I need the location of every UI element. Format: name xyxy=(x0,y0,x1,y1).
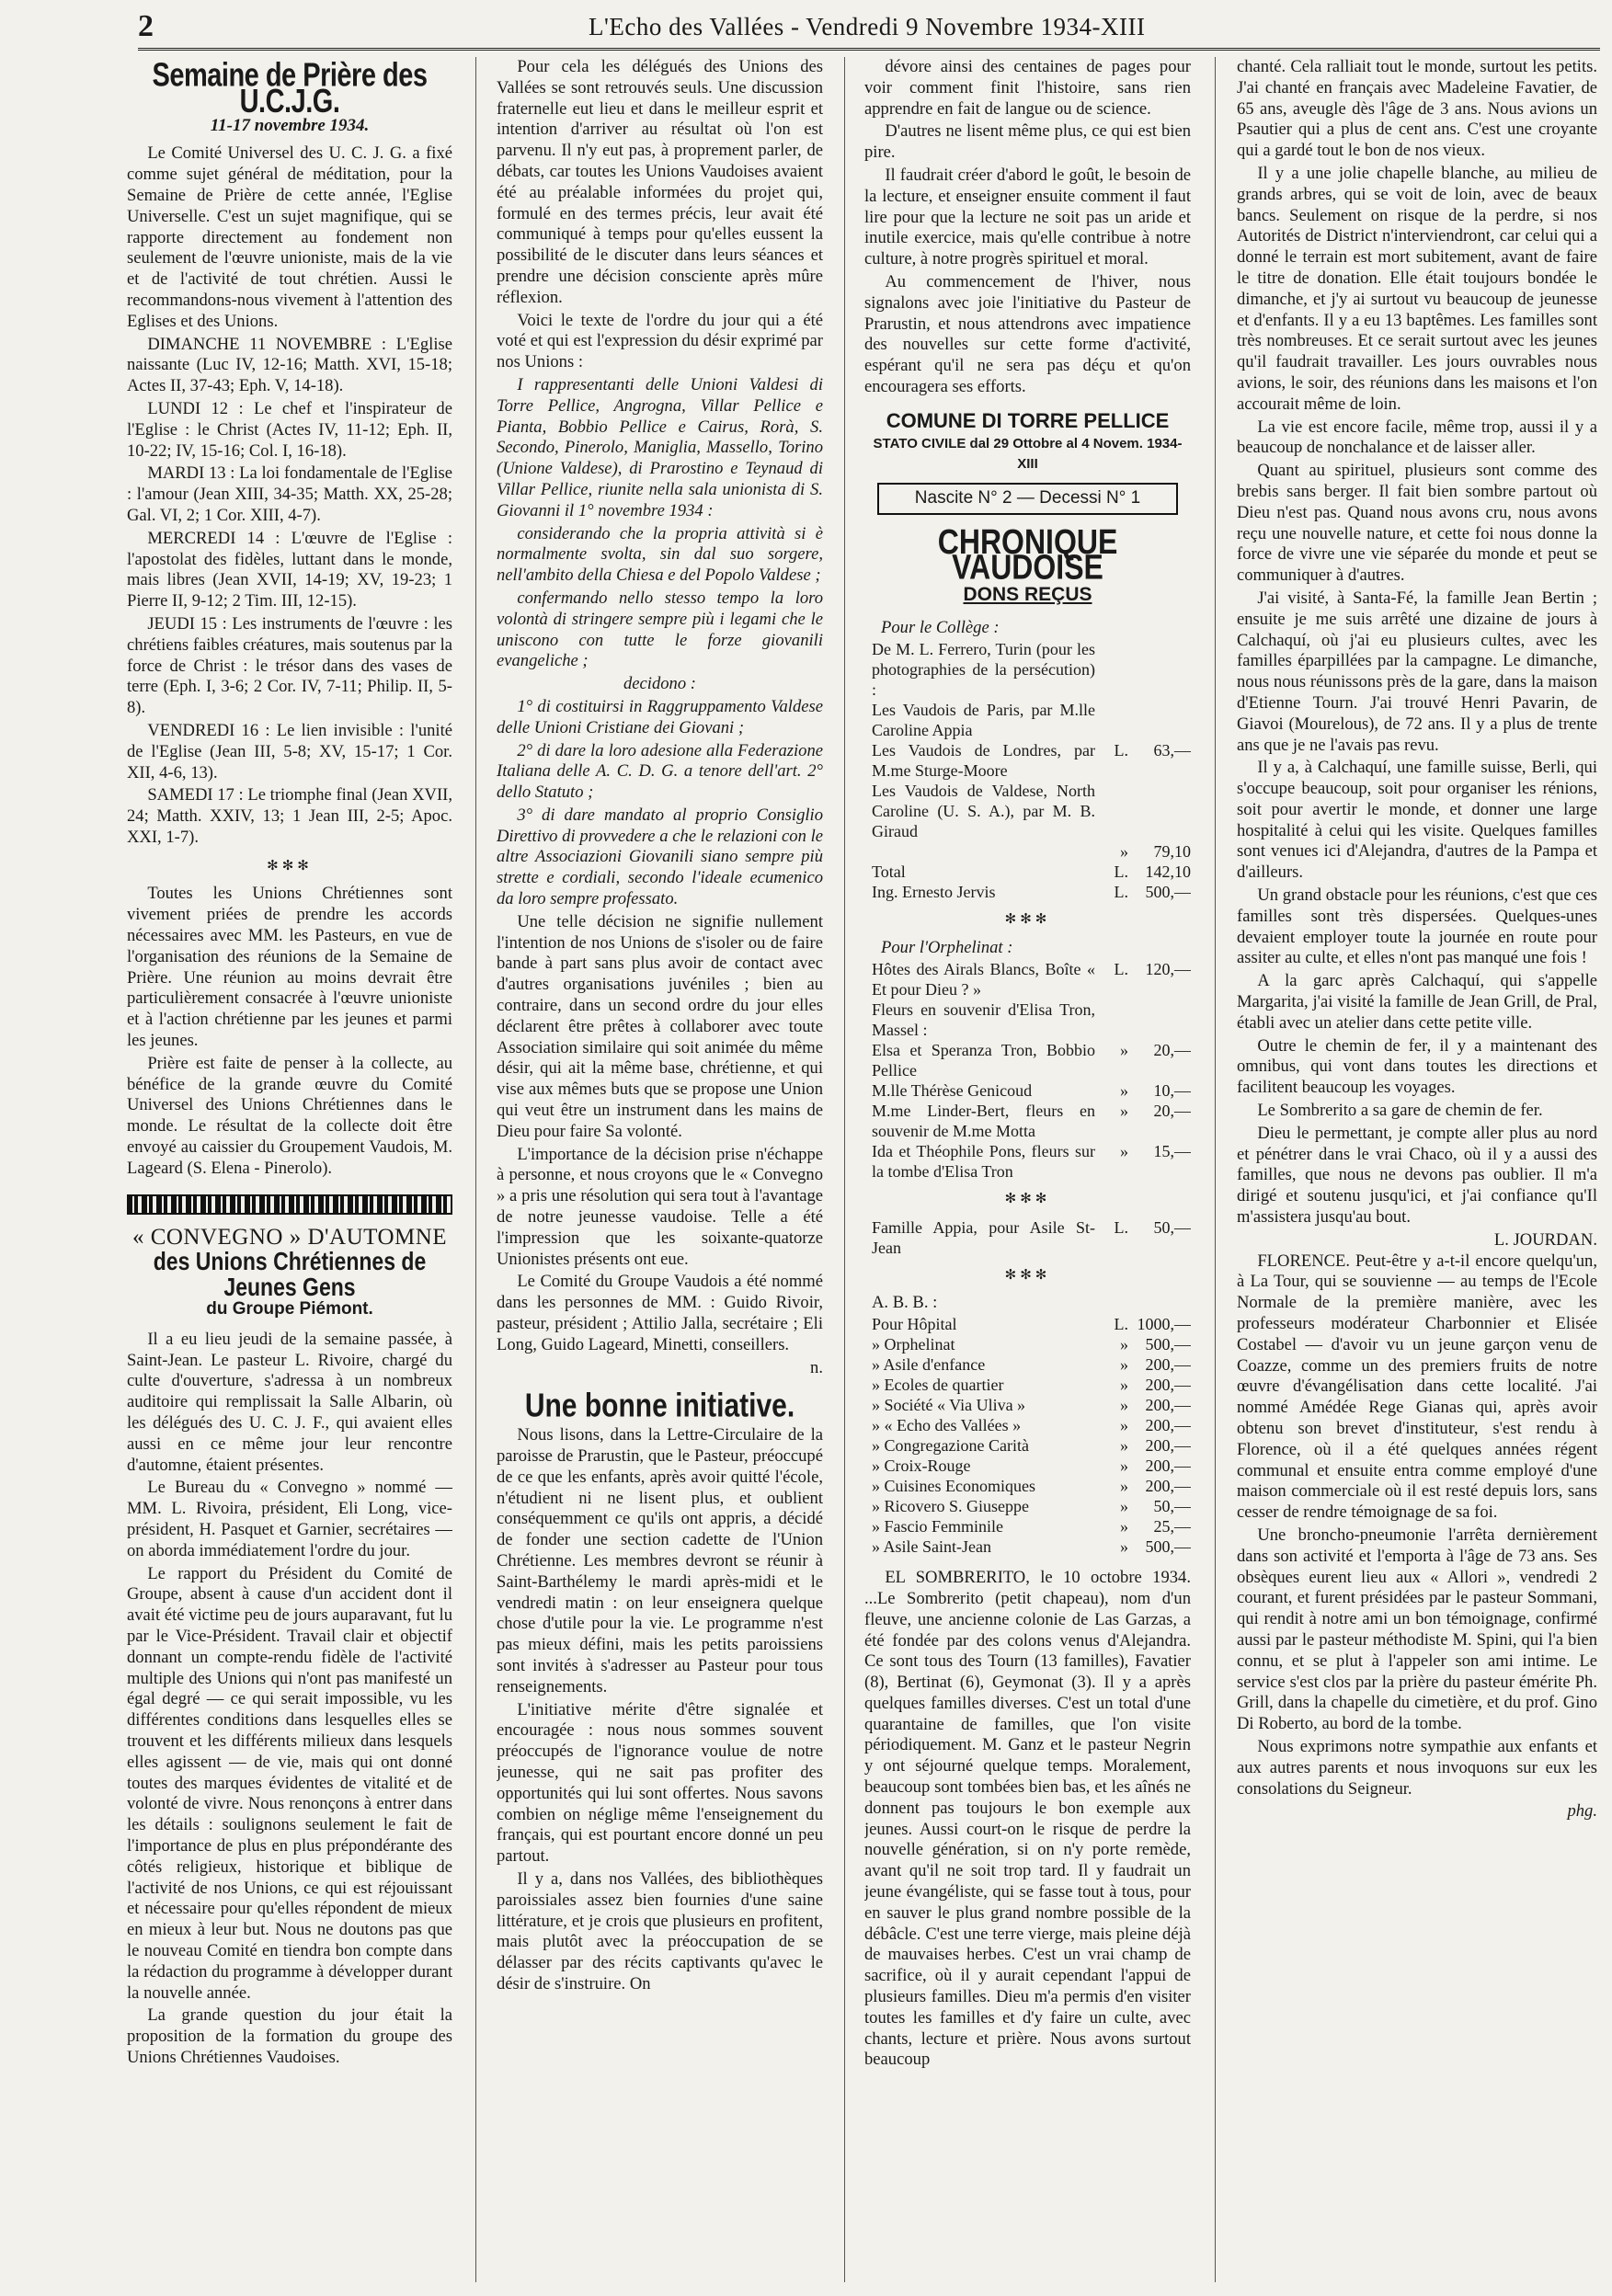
donation-row xyxy=(864,1496,1191,1516)
currency: » xyxy=(1120,1101,1128,1120)
currency: L. xyxy=(1114,862,1128,882)
donor: » Cuisines Economiques xyxy=(872,1477,1035,1496)
donor: M.lle Thérèse Genicoud xyxy=(872,1080,1033,1100)
paragraph: L'importance de la décision prise n'échappe à personne, et nous croyons que le « Convegno » a pris une résolution qui sera tout à l'avantage de notre jeunesse vaudoise. Telle a été l'impression que les soixante-quatorze Unionistes présents ont eue. xyxy=(497,1144,823,1269)
signature: phg. xyxy=(1567,1801,1597,1822)
paragraph: Nous lisons, dans la Lettre-Circulaire de la paroisse de Prarustin, que le Pasteur, préoccupé de ce que les enfants, après avoir quitté l'école, n'étudient ni ne lisent plus, et oublient conséquemment ce qu'ils ont appris, a décidé de fonder une section cadette de l'Union Chrétienne. Les membres devront se réunir à Saint-Barthélemy le mardi après-midi et le vendredi matin : on leur enseignera quelque chose d'utile pour la vie. Le programme n'est pas mieux défini, mais les petits paroissiens sont invités à s'adresser au Pasteur pour tous renseignements. xyxy=(497,1425,823,1696)
paragraph: 1° di costituirsi in Raggruppamento Valdese delle Unioni Cristiane dei Giovani ; xyxy=(497,696,823,737)
amount: 142,10 xyxy=(1145,862,1191,882)
section-subtitle: STATO CIVILE dal 29 Ottobre al 4 Novem. 1934-XIII xyxy=(873,435,1183,473)
column-1 xyxy=(127,57,452,2282)
currency xyxy=(1095,639,1128,700)
page-number: 2 xyxy=(138,9,154,43)
amount xyxy=(1128,700,1191,740)
currency: » xyxy=(1120,1497,1128,1516)
amount: 79,10 xyxy=(1153,842,1191,862)
donor xyxy=(864,841,1095,862)
currency xyxy=(1095,781,1128,841)
paragraph: Il y a, à Calchaquí, une famille suisse, Berli, qui s'occupe beaucoup, soit pour organiser les rénions, soit pour avertir le monde, et donner une large hospitalité à celui qui les visite. Quelques familles sont venues ici d'Alejandra, d'autres de la Pampa et d'ailleurs. xyxy=(1237,758,1597,883)
paragraph: EL SOMBRERITO, le 10 octobre 1934. ...Le Sombrerito (petit chapeau), nom d'un fleuve, une ancienne colonie de Las Garzas, a été fondée par des colons venus d'Alejandra. Ce sont tous des Tourn (13 familles), Favatier (8), Bertinat (6), Geymonat (3). Il y a après quelques familles diverses. C'est un total d'une quarantaine de familles, que l'on visite périodiquement. M. Ganz et le pasteur Negrin y ont séjourné quelque temps. Moralement, beaucoup sont tombées bien bas, et les aînés ne donnent pas toujours le bon exemple aux jeunes. Aussi court-on le risque de perdre la nouvelle génération, si on n'y porte remède, avant qu'il ne soit trop tard. Il y faudrait un jeune évangéliste, qui se fasse tout à tous, pour en sauver le plus grand nombre possible de la débâcle. C'est une terre vierge, mais pleine déjà de mauvaises herbes. C'est un vrai champ de sacrifice, où il y aurait cependant l'appui de plusieurs familles. Dieu m'a permis d'en visiter toutes les familles et d'y faire un culte, avec chants, lecture et prière. Nous avons surtout beaucoup xyxy=(864,1568,1191,2070)
donation-row xyxy=(864,1314,1191,1334)
donation-group-label: Pour le Collège : xyxy=(881,618,1000,638)
donation-row xyxy=(864,1375,1191,1395)
paragraph: DIMANCHE 11 NOVEMBRE : L'Eglise naissante (Luc IV, 12-16; Matth. XVI, 15-18; Actes II, 37-43; Eph. V, 14-18). xyxy=(127,334,452,396)
paragraph: MERCREDI 14 : L'œuvre de l'Eglise : l'apostolat des fidèles, luttant dans le monde, mais libres (Jean XVII, 14-19; XV, 19-23; 1 Pierre II, 9-12; 2 Tim. III, 12-15). xyxy=(127,528,452,611)
amount: 50,— xyxy=(1153,1217,1191,1237)
amount xyxy=(1128,1000,1191,1040)
donation-row xyxy=(864,1040,1191,1080)
donation-row xyxy=(864,841,1191,862)
donor: Ing. Ernesto Jervis xyxy=(872,883,996,902)
paragraph: Pour cela les délégués des Unions des Vallées se sont retrouvés seuls. Une discussion fraternelle eut lieu et dans le meilleur esprit et intention d'arriver au résultat où l'on est parvenu. Il n'y eut pas, à proprement parler, de débats, car toutes les Unions Vaudoises avaient été au préalable informées du projet qui, formulé en des termes précis, leur avait été communiqué à temps pour qu'elles eussent la possibilité de le discuter dans leurs séances et prendre une décision consciente après mûre réflexion. xyxy=(497,57,823,307)
paragraph: Prière est faite de penser à la collecte, au bénéfice de la grande œuvre du Comité Universel des Unions Chrétiennes dans le monde. Le résultat de la collecte doit être envoyé au caissier du Groupement Vaudois, M. Lageard (S. Elena - Pinerolo). xyxy=(127,1053,452,1178)
donor: De M. L. Ferrero, Turin (pour les photographies de la persécution) : xyxy=(872,640,1095,700)
donation-list xyxy=(864,1314,1191,1557)
column-2 xyxy=(497,57,823,2282)
donation-list xyxy=(864,959,1191,1182)
paragraph: SAMEDI 17 : Le triomphe final (Jean XVII, 24; Matth. XXIV, 13; 1 Jean III, 2-5; Apoc. XXI, 1-7). xyxy=(127,785,452,847)
paragraph: Une broncho-pneumonie l'arrêta dernièrement dans son activité et l'emporta à l'âge de 73 ans. Ses obsèques eurent lieu aux « Allori », vendredi 2 courant, et furent présidées par le pasteur Sommani, qui rendit à notre ami un bon témoignage, confirmé aussi par le pasteur méthodiste M. Spini, qui l'a bien connu, et se plut à l'appeler son ami intime. Le service s'est clos par la prière du pasteur émérite Ph. Grill, dans la chapelle du cimetière, et du prof. Gino Di Roberto, au bord de la tombe. xyxy=(1237,1525,1597,1734)
paragraph: Le Bureau du « Convegno » nommé — MM. L. Rivoira, président, Eli Long, vice-président, H. Pasquet et Garnier, secrétaires — on aborda immédiatement l'ordre du jour. xyxy=(127,1478,452,1560)
paragraph: Dieu le permettant, je compte aller plus au nord et pénétrer dans le vrai Chaco, où il y a aussi des familles, que nous ne devons pas oublier. Il m'a dirigé et soutenu jusqu'ici, et j'ai confiance qu'Il m'assistera jusqu'au bout. xyxy=(1237,1123,1597,1228)
article-dates: 11-17 novembre 1934. xyxy=(210,115,370,135)
amount: 200,— xyxy=(1145,1477,1191,1496)
currency: » xyxy=(1120,1080,1128,1100)
paragraph: Toutes les Unions Chrétiennes sont vivement priées de prendre les accords nécessaires avec MM. les Pasteurs, en vue de l'organisation des réunions de la Semaine de Prière. Une réunion au moins devrait être particulièrement consacrée à l'œuvre unioniste et à l'action chrétienne par les jeunes et parmi les jeunes. xyxy=(127,884,452,1051)
donation-row xyxy=(864,1354,1191,1375)
donor: Elsa et Speranza Tron, Bobbio Pellice xyxy=(872,1040,1095,1079)
currency: » xyxy=(1120,1040,1128,1059)
page-header xyxy=(138,7,1600,51)
donor: Les Vaudois de Paris, par M.lle Caroline Appia xyxy=(872,701,1095,740)
donation-row xyxy=(864,1101,1191,1141)
amount: 120,— xyxy=(1145,959,1191,978)
donation-row xyxy=(864,882,1191,902)
article-title: Une bonne initiative. xyxy=(524,1388,795,1425)
currency: » xyxy=(1120,1141,1128,1160)
signature: L. JOURDAN. xyxy=(1493,1229,1597,1250)
donor: Famille Appia, pour Asile St-Jean xyxy=(872,1217,1095,1257)
paragraph: Le Comité du Groupe Vaudois a été nommé dans les personnes de MM. : Guido Rivoir, pasteur, président ; Attilio Jalla, secrétaire ; Eli Long, Guido Lageard, Minetti, conseillers. xyxy=(497,1272,823,1354)
amount: 500,— xyxy=(1145,1537,1191,1557)
currency: » xyxy=(1120,1396,1128,1415)
amount: 200,— xyxy=(1145,1355,1191,1375)
section-divider: ✻✻✻ xyxy=(1004,912,1051,928)
currency: » xyxy=(1120,1355,1128,1375)
paragraph: Une telle décision ne signifie nullement l'intention de nos Unions de s'isoler ou de faire bande à part sans plus avoir de contact avec d'autres organisations juvéniles ; bien au contraire, dans un second ordre du jour elles déclarent être prêtes à collaborer avec toute Association similaire qui soit animée du même désir, qui ait la même base, chrétienne, et qui vise aux mêmes buts que se propose une Union qui veut être un instrument dans les mains de Dieu pour faire Sa volonté. xyxy=(497,911,823,1141)
paragraph: Quant au spirituel, plusieurs sont comme des brebis sans berger. Il fait bien sombre partout où Dieu n'est pas. Quand nous avons cru, nous avons reçu une nouvelle nature, et cette foi nous donne la force de vivre une vie séparée du monde et peut se communiquer à d'autres. xyxy=(1237,461,1597,586)
currency: » xyxy=(1120,1537,1128,1557)
column-rule xyxy=(844,57,845,2282)
paragraph: Le Comité Universel des U. C. J. G. a fixé comme sujet général de méditation, pour la Semaine de Prière de cette année, l'Eglise Universelle. C'est un sujet magnifique, qui se rapporte directement au fondement non seulement de l'œuvre unioniste, mais de la vie et de l'activité de tout chrétien. Aussi le recommandons-nous vivement à l'attention des Eglises et des Unions. xyxy=(127,143,452,331)
currency: » xyxy=(1120,1416,1128,1435)
currency: L. xyxy=(1114,1315,1128,1334)
donor: Les Vaudois de Valdese, North Caroline (U. S. A.), par M. B. Giraud xyxy=(872,782,1095,841)
donation-row xyxy=(864,639,1191,700)
donor: M.me Linder-Bert, fleurs en souvenir de M.me Motta xyxy=(872,1101,1095,1140)
amount: 10,— xyxy=(1153,1080,1191,1100)
donation-row xyxy=(864,700,1191,740)
paragraph: LUNDI 12 : Le chef et l'inspirateur de l'Eglise : le Christ (Actes IV, 11-12; Eph. II, 10-22; IV, 15-16; Col. I, 16-18). xyxy=(127,398,452,461)
currency xyxy=(1095,700,1128,740)
paragraph: La vie est encore facile, même trop, aussi il y a beaucoup de nonchalance et de laisser aller. xyxy=(1237,417,1597,458)
section-divider: ✻✻✻ xyxy=(1004,1191,1051,1206)
column-4 xyxy=(1237,57,1597,2282)
section-title: CHRONIQUE VAUDOISE xyxy=(937,520,1118,587)
paragraph: I rappresentanti delle Unioni Valdesi di Torre Pellice, Angrogna, Villar Pellice e Pianta, Bobbio Pellice e Cairus, Rorà, S. Secondo, Pinerolo, Maniglia, Massello, Torino (Unione Valdese), di Prarostino e Teynaud di Villar Pellice, riunite nella sala unionista di S. Giovanni il 1° novembre 1934 : xyxy=(497,374,823,520)
donor: » Asile d'enfance xyxy=(872,1355,986,1375)
donor: » Fascio Femminile xyxy=(872,1517,1003,1536)
currency xyxy=(1095,1000,1128,1040)
column-rule xyxy=(1215,57,1216,2282)
donation-group-label: Pour l'Orphelinat : xyxy=(881,937,1013,957)
donation-row xyxy=(864,862,1191,882)
donor: Pour Hôpital xyxy=(872,1315,957,1334)
donor: » Asile Saint-Jean xyxy=(872,1537,991,1557)
currency: L. xyxy=(1114,959,1128,978)
column-rule xyxy=(475,57,476,2282)
paragraph: Au commencement de l'hiver, nous signalons avec joie l'initiative du Pasteur de Prarustin, et nous attendrons avec impatience des nouvelles sur cette forme d'activité, espérant qu'il ne sera pas déçu et qu'on encouragera ses efforts. xyxy=(864,271,1191,396)
paragraph: Il y a une jolie chapelle blanche, au milieu de grands arbres, qui se voit de loin, avec de beaux bancs. Seulement on risque de la perdre, si nos Autorités de District n'interviendront, car celui qui a donné le terrain est mort subitement, avant de faire le titre de donation. Elle était toujours bondée le dimanche, et j'y ai surtout vu beaucoup de jeunesse et d'enfants. Il y a eu 13 baptêmes. Les familles sont très nombreuses. Et ce serait surtout avec les jeunes qu'il faudrait travailler. Les jours ouvrables nous avions, le soir, des réunions dans les maisons et l'on accourait même de loin. xyxy=(1237,163,1597,414)
donation-row xyxy=(864,1000,1191,1040)
amount: 200,— xyxy=(1145,1416,1191,1435)
paragraph: Il faudrait créer d'abord le goût, le besoin de la lecture, et enseigner ensuite comment il faut lire pour que la lecture ne soit pas un aride et inutile exercice, mais qu'elle contribue à notre culture, à notre progrès spirituel et moral. xyxy=(864,165,1191,269)
donation-row xyxy=(864,1334,1191,1354)
paragraph: considerando che la propria attività si è normalmente svolta, sin dal suo sorgere, nell'ambito della Chiesa e del Popolo Valdese ; xyxy=(497,523,823,586)
donor: Hôtes des Airals Blancs, Boîte « Et pour Dieu ? » xyxy=(872,959,1095,999)
donation-row xyxy=(864,1456,1191,1476)
paragraph: FLORENCE. Peut-être y a-t-il encore quelqu'un, à La Tour, qui se souvienne — au temps de l'Ecole Normale de la première manière, avec les professeurs modérateur Charbonnier et Elisée Costabel — d'avoir vu un jeune garçon venu de Coazze, comme un des premiers fruits de notre œuvre d'évangélisation dans cette localité. J'ai nommé Amédée Rege Gianas qui, après avoir obtenu son brevet d'instituteur, s'est rendu à Florence, où il a été quelques années régent communal et ensuite entra comme employé d'une maison commerciale où il est resté depuis lors, sans cesser de rendre témoignage de sa foi. xyxy=(1237,1251,1597,1523)
masthead-title: L'Echo des Vallées - Vendredi 9 Novembre 1934-XIII xyxy=(589,13,1146,40)
donation-row xyxy=(864,1516,1191,1536)
donor: » Ricovero S. Giuseppe xyxy=(872,1497,1029,1516)
donor: Total xyxy=(872,862,906,882)
article-title: Semaine de Prière des U.C.J.G. xyxy=(152,57,428,120)
amount xyxy=(1128,781,1191,841)
signature: n. xyxy=(810,1357,823,1377)
paragraph: 3° di dare mandato al proprio Consiglio Direttivo di provvedere a che le relazioni con le altre Associazioni Giovanili siano sempre più strette e cordiali, secondo l'ideale ecumenico da loro sempre professato. xyxy=(497,805,823,909)
donation-row xyxy=(864,959,1191,1000)
amount: 25,— xyxy=(1153,1517,1191,1536)
currency: » xyxy=(1120,1335,1128,1354)
paragraph: Il a eu lieu jeudi de la semaine passée, à Saint-Jean. Le pasteur L. Rivoire, chargé du culte d'ouverture, s'adressa à un nombreux auditoire qui remplissait la Salle Albarin, où les délégués des U. C. J. F., qui avaient elles aussi en ce même jour leur rencontre d'automne, étaient présentes. xyxy=(127,1329,452,1475)
paragraph: Il y a, dans nos Vallées, des bibliothèques paroissiales assez bien fournies d'une saine littérature, et je crois que plusieurs en profitent, mais plutôt avec la préoccupation de se délasser par des récits captivants qu'avec le désir de s'instruire. On xyxy=(497,1868,823,1993)
paragraph: 2° di dare la loro adesione alla Federazione Italiana delle A. C. D. G. a tenore dell'art. 2° dello Statuto ; xyxy=(497,740,823,803)
donation-row xyxy=(864,781,1191,841)
donation-row xyxy=(864,1080,1191,1101)
donation-row xyxy=(864,1395,1191,1415)
article-title: « CONVEGNO » D'AUTOMNE xyxy=(131,1224,448,1250)
amount xyxy=(1128,639,1191,700)
donation-list xyxy=(864,639,1191,902)
donation-row xyxy=(864,1415,1191,1435)
paragraph: Un grand obstacle pour les réunions, c'est que ces familles sont très dispersées. Quelques-unes devaient employer toute la journée en route pour assiter au culte, et elles n'ont pas manqué une fois ! xyxy=(1237,885,1597,968)
amount: 15,— xyxy=(1153,1141,1191,1160)
donation-row xyxy=(864,1141,1191,1182)
paragraph: A la garc après Calchaquí, qui s'appelle Margarita, j'ai visité la famille de Jean Grill, de Pral, établi avec un atelier dans cette petite ville. xyxy=(1237,971,1597,1033)
amount: 50,— xyxy=(1153,1497,1191,1516)
amount: 200,— xyxy=(1145,1396,1191,1415)
donation-row xyxy=(864,1536,1191,1557)
paragraph: Le Sombrerito a sa gare de chemin de fer. xyxy=(1257,1101,1543,1121)
currency: » xyxy=(1120,1477,1128,1496)
section-title: COMUNE DI TORRE PELLICE xyxy=(886,408,1170,432)
donation-row xyxy=(864,740,1191,781)
paragraph: dévore ainsi des centaines de pages pour voir comment finit l'histoire, sans rien apprendre en fait de langue ou de science. xyxy=(864,57,1191,119)
paragraph: J'ai visité, à Santa-Fé, la famille Jean Bertin ; ensuite je me suis arrêté une dizaine de jours à Calchaquí, où j'ai eu plusieurs cultes, avec les familles éparpillées par la campagne. Le dimanche, nous nous réunissons près de la gare, dans la maison d'Etienne Tourn. J'ai trouvé Henri Pavarin, de Giavoi (Mourelous), de 72 ans. Il y a plus de trente ans que je ne l'avais pas revu. xyxy=(1237,588,1597,755)
paragraph: Outre le chemin de fer, il y a maintenant des omnibus, qui vont dans toutes les directions et facilitent beaucoup les voyages. xyxy=(1237,1035,1597,1098)
births-deaths-box: Nascite N° 2 — Decessi N° 1 xyxy=(877,483,1178,515)
currency: L. xyxy=(1114,1217,1128,1237)
amount: 500,— xyxy=(1145,883,1191,902)
section-divider: ✻✻✻ xyxy=(1004,1267,1051,1283)
donor: » Croix-Rouge xyxy=(872,1456,971,1476)
section-subtitle: DONS REÇUS xyxy=(963,583,1092,605)
donation-row xyxy=(864,1435,1191,1456)
paragraph: decidono : xyxy=(623,674,696,694)
currency: » xyxy=(1120,1436,1128,1456)
amount: 500,— xyxy=(1145,1335,1191,1354)
donor: Fleurs en souvenir d'Elisa Tron, Massel : xyxy=(872,1000,1095,1039)
currency: » xyxy=(1120,1517,1128,1536)
paragraph: chanté. Cela ralliait tout le monde, surtout les petits. J'ai chanté en français avec Madeleine Favatier, de 65 ans, aveugle dès l'âge de 3 ans. Nous avions un Psautier qui a plus de cent ans. C'est une croyante qui a gardé tout le bon de nos vieux. xyxy=(1237,57,1597,161)
currency: » xyxy=(1120,1376,1128,1395)
paragraph: JEUDI 15 : Les instruments de l'œuvre : les chrétiens faibles créatures, mais soutenus par la force de Christ : le trésor dans des vases de terre (Eph. I, 3-6; 2 Cor. IV, 7-11; Philip. II, 5-8). xyxy=(127,613,452,718)
donation-row xyxy=(864,1217,1191,1258)
currency: L. xyxy=(1114,741,1128,760)
column-3 xyxy=(864,57,1191,2282)
section-divider: ✻✻✻ xyxy=(267,858,313,874)
donor: » Orphelinat xyxy=(872,1335,955,1354)
amount: 20,— xyxy=(1153,1040,1191,1059)
article-subtitle: du Groupe Piémont. xyxy=(206,1299,373,1319)
paragraph: VENDREDI 16 : Le lien invisible : l'unité de l'Eglise (Jean III, 5-8; XV, 15-17; 1 Cor. XII, 4-6, 13). xyxy=(127,720,452,782)
donor: » Société « Via Uliva » xyxy=(872,1396,1026,1415)
amount: 1000,— xyxy=(1137,1315,1191,1334)
amount: 200,— xyxy=(1145,1456,1191,1476)
paragraph: Le rapport du Président du Comité de Groupe, absent à cause d'un accident dont il avait été victime peu de jours auparavant, fut lu par le Vice-Président. Travail clair et objectif donnant un compte-rendu fidèle de l'activité multiple des Unions qui n'ont pas manifesté un égal degré — ce qui serait impossible, vu les différentes conditions dans lesquelles elles se trouvent et les différents milieux dans lesquels elles agissent — de vie, mais qui ont donné toutes des marques évidentes de vitalité et de volonté de vivre. Nous renonçons à entrer dans les détails : soulignons seulement le fait de l'importance de plus en plus prépondérante des côtés religieux, historique et biblique de l'activité de nos Unions, ce qui est réjouissant et nécessaire pour qu'elles répondent de mieux en mieux à leur but. Nous ne doutons pas que le nouveau Comité en tiendra bon compte dans la rédaction du programme à développer durant la nouvelle année. xyxy=(127,1563,452,2003)
paragraph: Voici le texte de l'ordre du jour qui a été voté et qui est l'expression du désir exprimé par nos Unions : xyxy=(497,310,823,372)
donor: » Ecoles de quartier xyxy=(872,1376,1004,1395)
donor: » « Echo des Vallées » xyxy=(872,1416,1022,1435)
currency: » xyxy=(1120,842,1128,862)
article-subtitle: des Unions Chrétiennes de Jeunes Gens xyxy=(153,1247,427,1302)
paragraph: MARDI 13 : La loi fondamentale de l'Eglise : l'amour (Jean XIII, 34-35; Matth. XX, 25-28; Gal. VI, 2; 1 Cor. XIII, 4-7). xyxy=(127,463,452,525)
amount: 20,— xyxy=(1153,1101,1191,1120)
paragraph: La grande question du jour était la proposition de la formation du groupe des Unions Chrétiennes Vaudoises. xyxy=(127,2005,452,2067)
paragraph: L'initiative mérite d'être signalée et encouragée : nous nous sommes souvent préoccupés de l'ignorance voulue de notre jeunesse, qui ne sait pas profiter des opportunités qui lui sont offertes. Nous savons combien on néglige même l'enseignement du français, qui est pourtant encore donné un peu partout. xyxy=(497,1699,823,1867)
paragraph: D'autres ne lisent même plus, ce qui est bien pire. xyxy=(864,121,1191,163)
donor: » Congregazione Carità xyxy=(872,1436,1029,1456)
ornamental-divider xyxy=(127,1194,452,1215)
donor: Ida et Théophile Pons, fleurs sur la tombe d'Elisa Tron xyxy=(872,1141,1095,1181)
donation-row xyxy=(864,1476,1191,1496)
donation-group-label: A. B. B. : xyxy=(872,1293,938,1313)
amount: 200,— xyxy=(1145,1436,1191,1456)
amount: 200,— xyxy=(1145,1376,1191,1395)
donor: Les Vaudois de Londres, par M.me Sturge-Moore xyxy=(872,741,1095,781)
amount: 63,— xyxy=(1153,741,1191,760)
currency: » xyxy=(1120,1456,1128,1476)
paragraph: confermando nello stesso tempo la loro volontà di stringere sempre più i legami che le uniscono con tutte le forze giovanili evangeliche ; xyxy=(497,588,823,671)
paragraph: Nous exprimons notre sympathie aux enfants et aux autres parents et nous invoquons sur eux les consolations du Seigneur. xyxy=(1237,1736,1597,1799)
currency: L. xyxy=(1114,883,1128,902)
